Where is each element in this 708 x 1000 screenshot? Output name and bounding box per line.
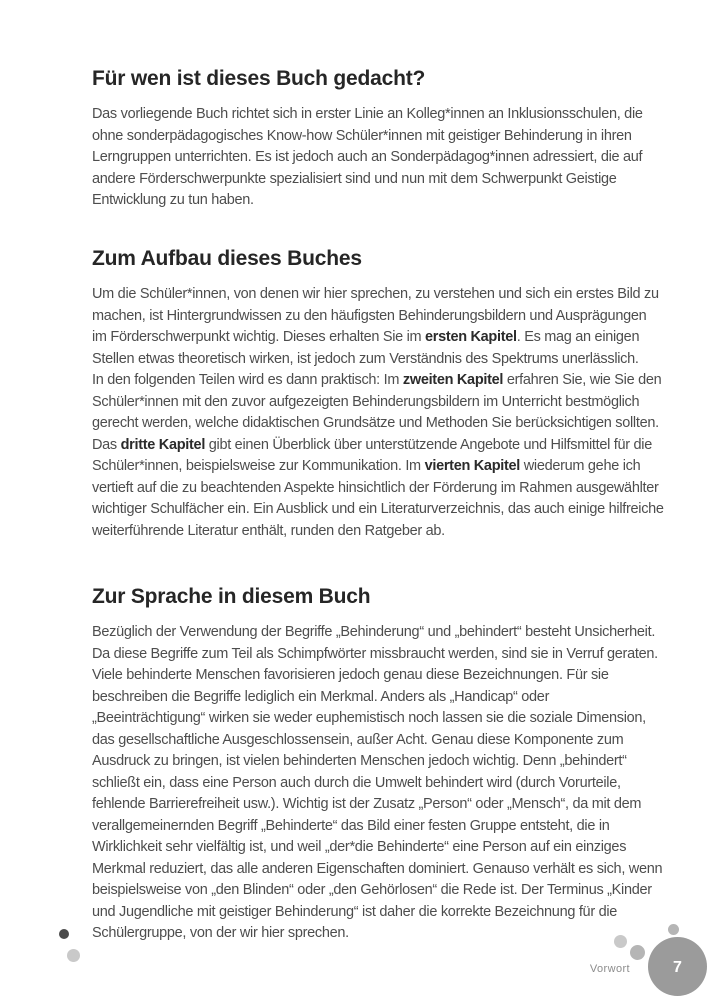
decorative-dot-light bbox=[614, 935, 627, 948]
bold-text-segment: vierten Kapitel bbox=[424, 458, 520, 474]
text-segment: Das vorliegende Buch richtet sich in erster Linie an Kolleg*innen an Inklusionsschulen, die ohne sonderpädagogisches Know-how Schüler*innen mit geistiger Behinderung in ihren Lerngruppen unterrichten. Es ist jedoch auch an Sonderpädagog*innen adressiert, die auf andere Förderschwerpunkte spezialisiert sind und nun mit dem Schwerpunkt Geistige Entwicklung zu tun haben. bbox=[92, 106, 643, 208]
paragraph bbox=[92, 370, 664, 542]
text-segment: gibt einen Überblick über unterstützende Angebote und Hilfsmittel für die Schüler*innen, beispielsweise zur Kommunikation. Im bbox=[92, 436, 652, 474]
section-target-audience bbox=[92, 66, 664, 212]
text-segment: . Es mag an einigen Stellen etwas theoretisch wirken, ist jedoch zum Verständnis des Spektrums unerlässlich. bbox=[92, 329, 640, 367]
decorative-dot-medium bbox=[630, 945, 645, 960]
bold-text-segment: zweiten Kapitel bbox=[402, 372, 504, 388]
paragraph bbox=[92, 284, 664, 370]
text-segment: Um die Schüler*innen, von denen wir hier sprechen, zu verstehen und sich ein erstes Bild zu machen, ist Hintergrundwissen zu den häufigsten Behinderungsbildern und Ausprägungen im Förderschwerpunkt wichtig. Dieses erhalten Sie im bbox=[92, 286, 659, 345]
section-book-structure bbox=[92, 246, 664, 542]
decorative-dot-small bbox=[668, 924, 679, 935]
section-heading: Für wen ist dieses Buch gedacht? bbox=[92, 67, 426, 90]
section-heading: Zur Sprache in diesem Buch bbox=[92, 585, 371, 608]
text-segment: erfahren Sie, wie Sie den Schüler*innen mit den zuvor aufgezeigten Behinderungsbildern im Unterricht bestmöglich gerecht werden, welche didaktischen Grundsätze und Methoden Sie berücksichtigen sollten. Das bbox=[92, 372, 662, 453]
section-heading: Zum Aufbau dieses Buches bbox=[92, 247, 362, 270]
bold-text-segment: dritte Kapitel bbox=[120, 436, 206, 453]
bold-text-segment: ersten Kapitel bbox=[425, 329, 517, 345]
footer-section-label: Vorwort bbox=[589, 963, 630, 975]
page-number: 7 bbox=[673, 959, 682, 976]
section-language bbox=[92, 584, 664, 945]
decorative-dot-dark bbox=[59, 929, 69, 939]
page-number-badge bbox=[648, 937, 707, 996]
text-segment: Bezüglich der Verwendung der Begriffe „Behinderung“ und „behindert“ besteht Unsicherheit. Da diese Begriffe zum Teil als Schimpfwörter missbraucht werden, sind sie in Verruf geraten. Viele behinderte Menschen favorisieren jedoch genau diese Bezeichnungen. Für sie beschreiben die Begriffe lediglich ein Merkmal. Anders als „Handicap“ oder „Beeinträchtigung“ wirken sie weder euphemistisch noch lassen sie die soziale Dimension, das gesellschaftliche Ausgeschlossensein, außer Acht. Genau diese Komponente zum Ausdruck zu bringen, ist vielen behinderten Menschen jedoch wichtig. Denn „behindert“ schließt ein, dass eine Person auch durch die Umwelt behindert wird (durch Vorurteile, fehlende Barrierefreiheit usw.). Wichtig ist der Zusatz „Person“ oder „Mensch“, da mit dem verallgemeinernden Begriff „Behinderte“ das Bild einer festen Gruppe entsteht, die in Wirklichkeit sehr vielfältig ist, und weil „der*die Behinderte“ eine Person auf ein einziges Merkmal reduziert, das alle anderen Eigenschaften dominiert. Genauso verhält es sich, wenn beispielsweise von „den Blinden“ oder „den Gehörlosen“ die Rede ist. Der Terminus „Kinder und Jugendliche mit geistiger Behinderung“ ist daher die korrekte Bezeichnung für die Schülergruppe, von der wir hier sprechen. bbox=[92, 624, 663, 941]
text-segment: wiederum gehe ich vertieft auf die zu beachtenden Aspekte hinsichtlich der Förderung im Rahmen ausgewählter wichtiger Schulfächer ein. Ein Ausblick und ein Literaturverzeichnis, das auch einige hilfreiche weiterführende Literatur enthält, runden den Ratgeber ab. bbox=[92, 458, 664, 539]
text-segment: In den folgenden Teilen wird es dann praktisch: Im bbox=[92, 372, 403, 388]
decorative-dot-light bbox=[67, 949, 80, 962]
paragraph bbox=[92, 104, 664, 212]
paragraph bbox=[92, 622, 664, 945]
